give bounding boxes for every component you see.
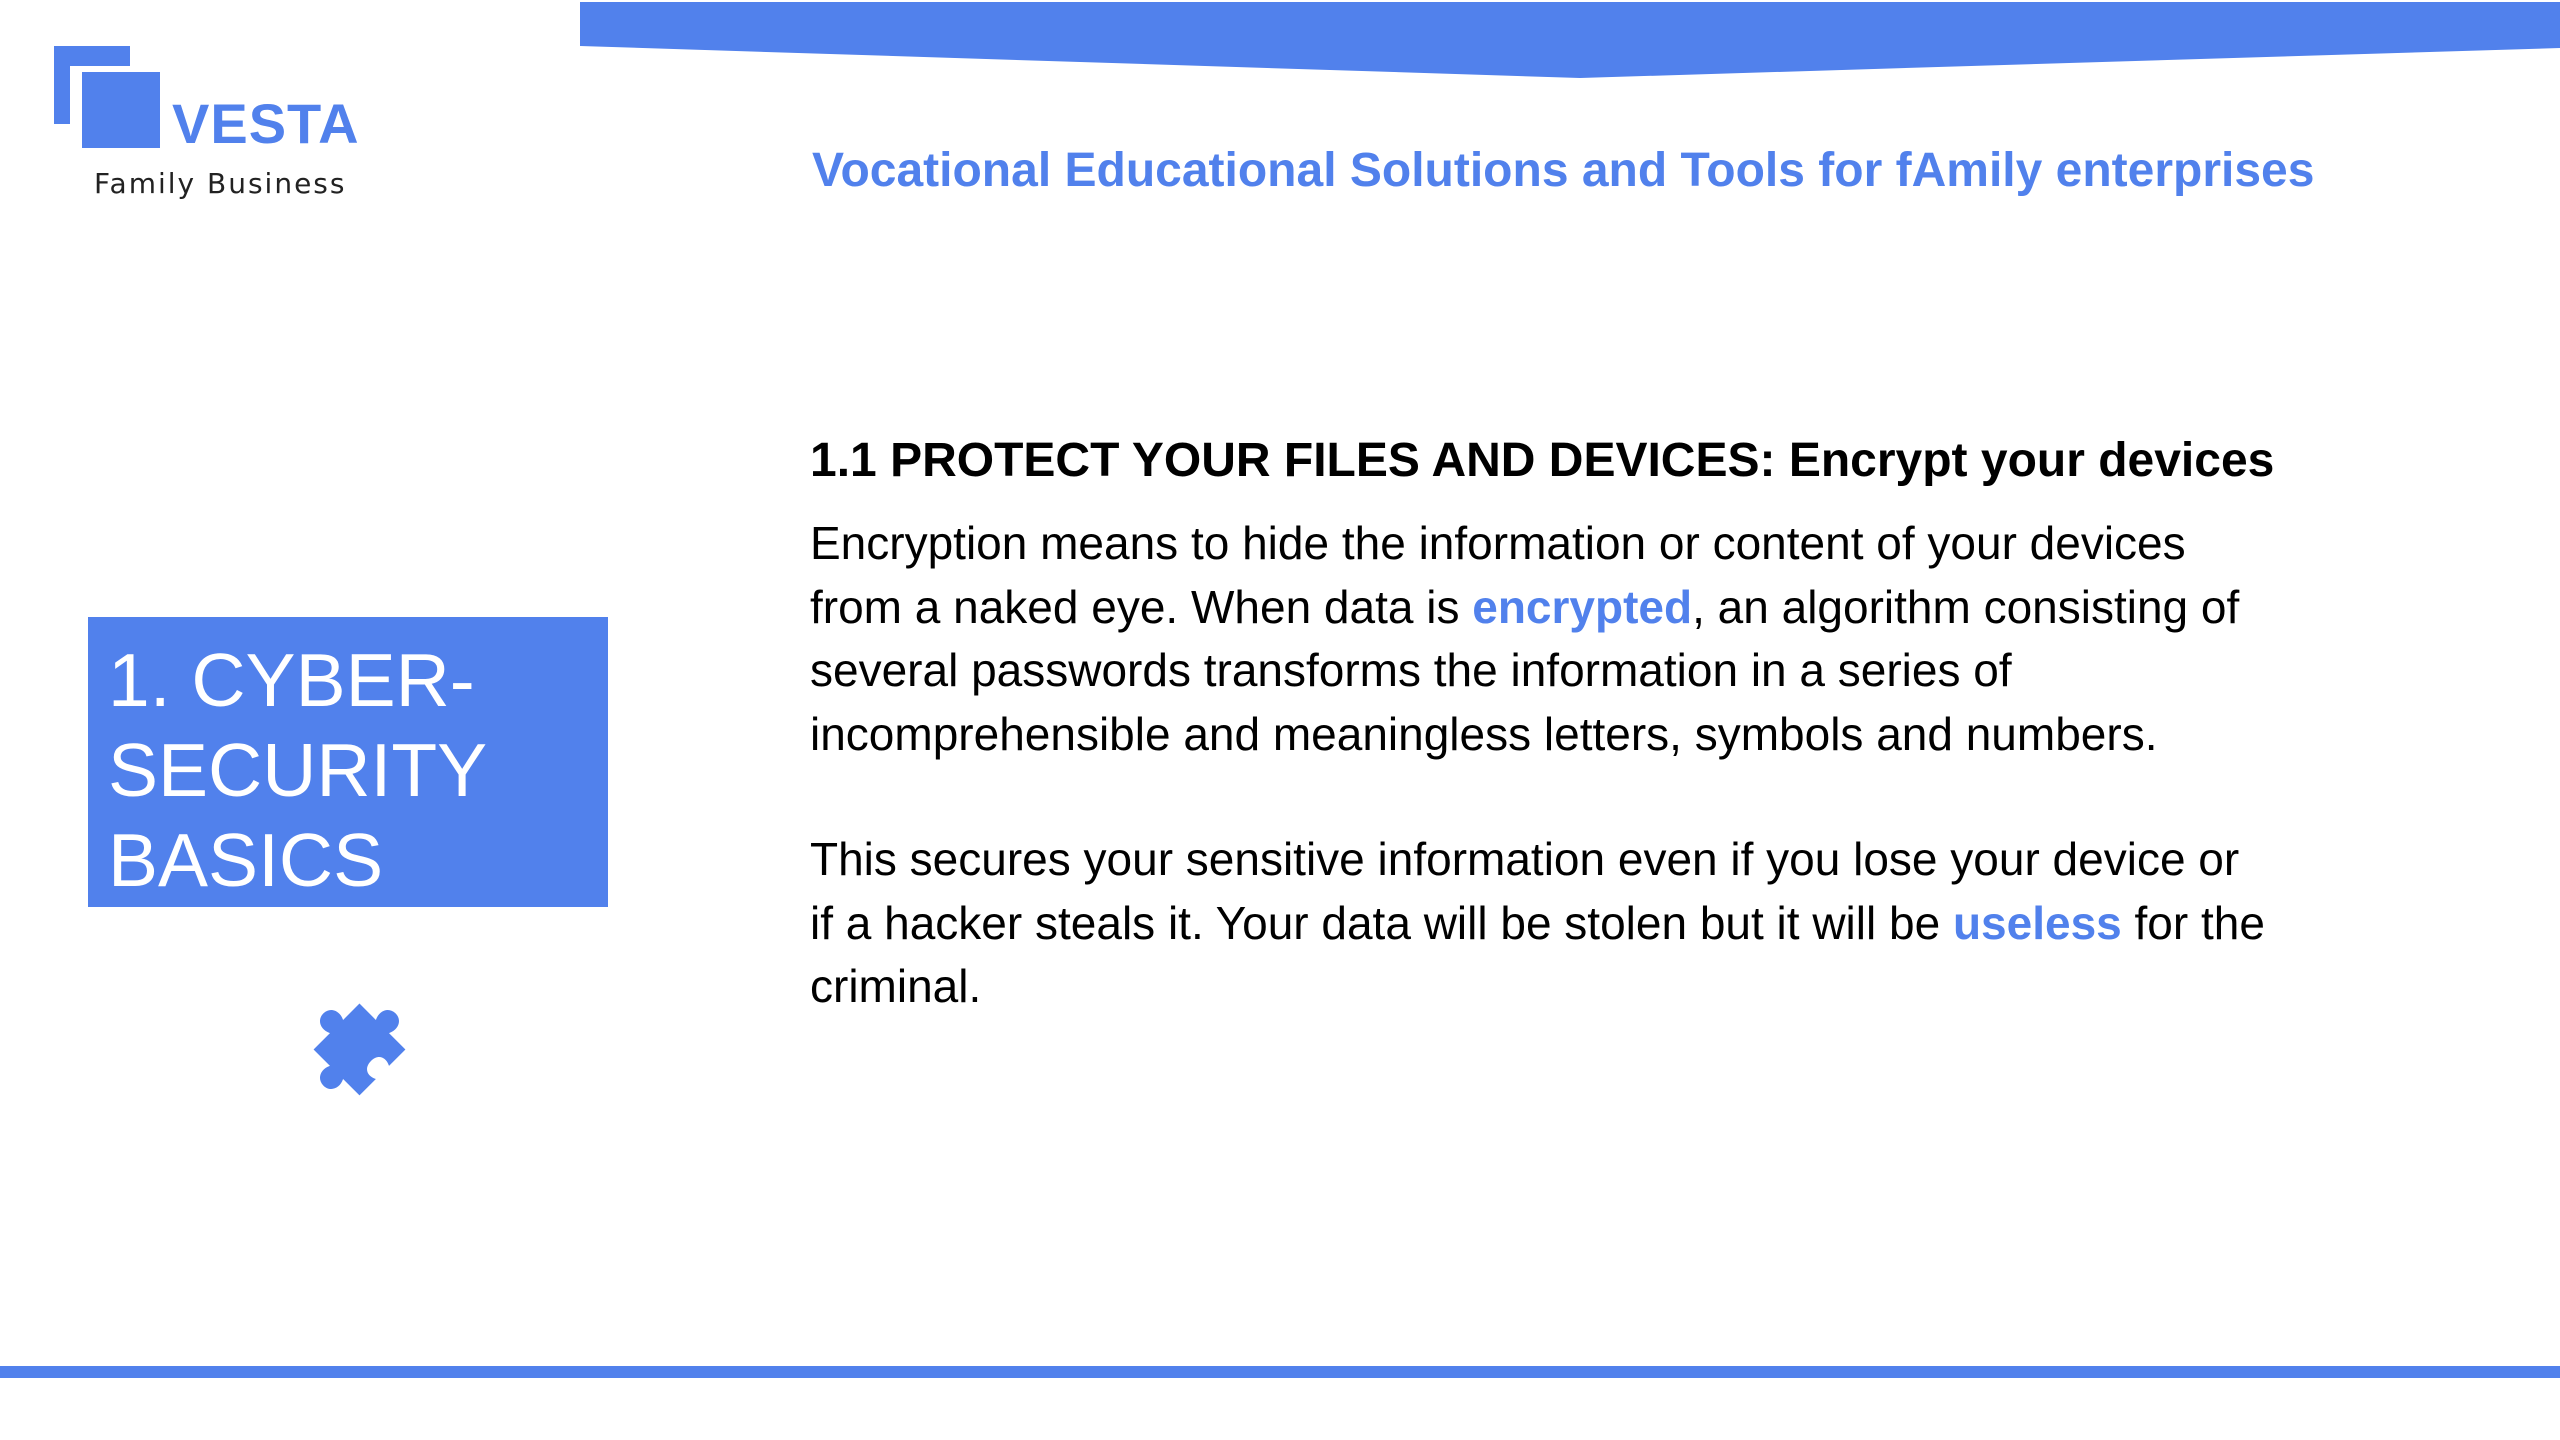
paragraph-encryption-text-after: , an algorithm consisting of several passwords transforms the information in a series of incomprehensible and meaningless letters, symbols and numbers. [810,580,2240,760]
logo [52,44,372,214]
top-banner [0,0,2560,80]
bottom-rule [0,1366,2560,1378]
section-title: 1. CYBER-SECURITY BASICS [108,638,486,902]
logo-name: VESTA [172,92,360,155]
paragraph-encryption [810,512,2270,766]
paragraph-security-text-before: This secures your sensitive information even if you lose your device or if a hacker steals it. Your data will be stolen but it will be [810,833,2240,949]
paragraph-encryption-text-before: Encryption means to hide the information or content of your devices from a naked eye. When data is [810,517,2186,633]
highlight-useless: useless [1952,896,2122,949]
content-area [810,432,2300,1019]
content-heading: 1.1 PROTECT YOUR FILES AND DEVICES: Encrypt your devices [810,434,2275,487]
puzzle-piece-icon [290,980,406,1096]
logo-mark-icon [52,44,172,154]
highlight-encrypted: encrypted [1472,580,1693,633]
section-title-box [88,617,608,907]
header-title: Vocational Educational Solutions and Tools for fAmily enterprises [812,144,2315,197]
paragraph-security-text-after: for the criminal. [810,896,2265,1012]
logo-tagline: Family Business [94,167,347,200]
paragraph-security [810,828,2270,1019]
